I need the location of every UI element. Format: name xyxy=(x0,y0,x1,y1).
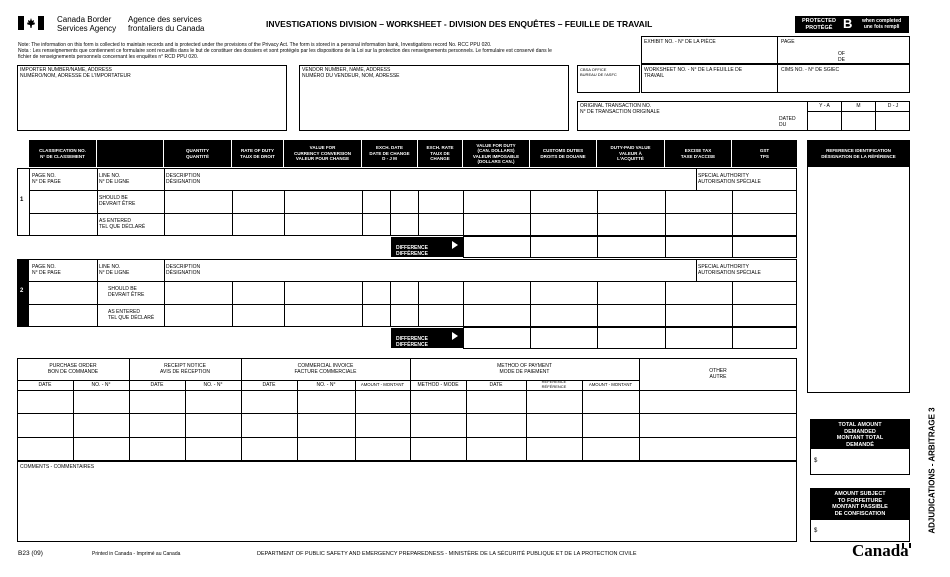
reference-column[interactable] xyxy=(807,140,910,393)
arrow-right-icon xyxy=(452,332,458,340)
col-exch-date: EXCH. DATE DATE DE CHANGE D - J M xyxy=(362,140,418,167)
printed-in-canada: Printed in Canada - Imprimé au Canada xyxy=(92,551,181,557)
invoice-no-label: NO. - N° xyxy=(316,382,336,388)
col-gst: GST TPS xyxy=(732,140,797,167)
agency-name-en: Canada Border Services Agency xyxy=(57,15,117,33)
canada-wordmark-text: Canada xyxy=(852,541,909,560)
cbsa-office-label: CBSA OFFICE BUREAU DE l'ASFC xyxy=(580,67,617,77)
difference-box-1 xyxy=(391,237,463,257)
difference-cells-1[interactable] xyxy=(463,236,797,258)
month-label: M xyxy=(856,103,861,109)
protected-note: when completed une fois rempli xyxy=(862,18,902,30)
payment-amount-label: AMOUNT - MONTANT xyxy=(588,382,633,387)
total-demanded-field[interactable] xyxy=(810,448,910,475)
invoice-date-label: DATE xyxy=(262,382,276,388)
col-value-duty: VALUE FOR DUTY (CAN. DOLLARS) VALEUR IMPOSABLE (DOLLARS CAN.) xyxy=(463,140,530,167)
page-no-label-1: PAGE NO. N° DE PAGE xyxy=(32,173,61,185)
forfeiture-header: AMOUNT SUBJECT TO FORFEITURE MONTANT PASSIBLE DE CONFISCATION xyxy=(810,488,910,519)
form-title: INVESTIGATIONS DIVISION – WORKSHEET - DIVISION DES ENQUÊTES – FEUILLE DE TRAVAIL xyxy=(266,19,653,29)
side-label: ADJUDICATIONS - ARBITRAGE 3 xyxy=(927,407,937,534)
po-date-label: DATE xyxy=(38,382,52,388)
page-label: PAGE xyxy=(781,39,795,45)
difference-cells-2[interactable] xyxy=(463,327,797,349)
line-no-label-2: LINE NO. N° DE LIGNE xyxy=(99,264,130,276)
forfeiture-currency: $ xyxy=(814,528,818,534)
vendor-label: VENDOR NUMBER, NAME, ADDRESS NUMÉRO DU VENDEUR, NOM, ADRESSE xyxy=(302,67,400,79)
note-en: Note: The information on this form is collected to maintain records and is protected under the provisions of the Privacy Act. The form is stored in a personal information bank, Investigations record No. RCC PPU 020. xyxy=(18,42,492,48)
protected-label: PROTECTED PROTÉGÉ xyxy=(802,18,836,31)
receipt-no-label: NO. - N° xyxy=(203,382,223,388)
day-label: D - J xyxy=(887,103,899,109)
difference-label-1: DIFFERENCE DIFFÉRENCE xyxy=(396,245,428,257)
col-customs-duties: CUSTOMS DUTIES DROITS DE DOUANE xyxy=(530,140,597,167)
special-authority-label-2: SPECIAL AUTHORITY AUTORISATION SPÉCIALE xyxy=(698,264,761,276)
as-entered-label-2: AS ENTERED TEL QUE DÉCLARÉ xyxy=(108,309,155,321)
description-label-2: DESCRIPTION DÉSIGNATION xyxy=(166,264,201,276)
protected-letter: B xyxy=(843,16,853,31)
col-quantity: QUANTITY QUANTITÉ xyxy=(164,140,232,167)
col-duty-paid: DUTY-PAID VALUE VALEUR À L'ACQUITTÉ xyxy=(597,140,665,167)
line-no-label-1: LINE NO. N° DE LIGNE xyxy=(99,173,130,185)
note-fr: Nota : Les renseignements que contiennent ce formulaire sont recueillis dans le but de constituer des dossiers et sont protégés par les dispositions de la Loi sur la protection des renseignements personnels. Le formulaire est conservé dans le fichier de renseignements personnels concernant les enquêtes n° RCD PPU 020. xyxy=(18,48,552,60)
original-transaction-label: ORIGINAL TRANSACTION NO. N° DE TRANSACTION ORIGINALE xyxy=(580,103,660,115)
forfeiture-field[interactable] xyxy=(810,519,910,542)
line-number-1: 1 xyxy=(20,197,24,203)
as-entered-label-1: AS ENTERED TEL QUE DÉCLARÉ xyxy=(99,218,146,230)
invoice-header: COMMERCIAL INVOICE FACTURE COMMERCIALE xyxy=(294,363,357,375)
should-be-label-2: SHOULD BE DEVRAIT ÊTRE xyxy=(108,286,145,298)
receipt-header: RECEIPT NOTICE AVIS DE RÉCEPTION xyxy=(160,363,210,375)
po-no-label: NO. - N° xyxy=(91,382,111,388)
arrow-right-icon xyxy=(452,241,458,249)
line-number-2: 2 xyxy=(20,288,24,294)
of-label: OF DE xyxy=(838,51,845,63)
comments-field[interactable] xyxy=(17,461,797,542)
form-number: B23 (09) xyxy=(18,550,43,557)
total-demanded-header: TOTAL AMOUNT DEMANDED MONTANT TOTAL DEMANDÉ xyxy=(810,419,910,448)
total-currency: $ xyxy=(814,458,818,464)
other-header: OTHER AUTRE xyxy=(709,368,727,380)
po-header: PURCHASE ORDER BON DE COMMANDE xyxy=(47,363,99,375)
department-footer: DEPARTMENT OF PUBLIC SAFETY AND EMERGENCY PREPAREDNESS - MINISTÈRE DE LA SÉCURITÉ PUBLIQUE ET DE LA PROTECTION CIVILE xyxy=(257,551,637,557)
payment-date-label: DATE xyxy=(489,382,503,388)
canada-flag-logo xyxy=(18,16,44,30)
year-label: Y - A xyxy=(819,103,830,109)
col-exch-rate: EXCH. RATE TAUX DE CHANGE xyxy=(418,140,463,167)
agency-name-fr: Agence des services frontaliers du Canada xyxy=(128,15,205,33)
should-be-label-1: SHOULD BE DEVRAIT ÊTRE xyxy=(99,195,136,207)
importer-label: IMPORTER NUMBER/NAME, ADDRESS NUMÉRO/NOM, ADRESSE DE L'IMPORTATEUR xyxy=(20,67,131,79)
reference-header: REFERENCE IDENTIFICATION DÉSIGNATION DE LA RÉFÉRENCE xyxy=(807,140,910,167)
protected-badge xyxy=(795,16,909,33)
exhibit-label: EXHIBIT NO. - N° DE LA PIÈCE xyxy=(644,39,716,45)
flag-icon xyxy=(902,543,911,548)
col-value-currency: VALUE FOR CURRENCY CONVERSION VALEUR POUR CHANGE xyxy=(284,140,362,167)
payment-method-label: METHOD - MODE xyxy=(417,382,459,388)
receipt-date-label: DATE xyxy=(150,382,164,388)
worksheet-label: WORKSHEET NO. - N° DE LA FEUILLE DE TRAVAIL xyxy=(644,67,743,79)
canada-wordmark xyxy=(852,541,909,561)
difference-box-2 xyxy=(391,328,463,348)
col-rate-duty: RATE OF DUTY TAUX DE DROIT xyxy=(232,140,284,167)
special-authority-label-1: SPECIAL AUTHORITY AUTORISATION SPÉCIALE xyxy=(698,173,761,185)
col-classification: CLASSIFICATION NO. N° DE CLASSEMENT xyxy=(29,140,97,167)
page-no-label-2: PAGE NO. N° DE PAGE xyxy=(32,264,61,276)
payment-header: METHOD OF PAYMENT MODE DE PAIEMENT xyxy=(497,363,552,375)
invoice-amount-label: AMOUNT - MONTANT xyxy=(360,382,405,387)
payment-reference-label: REFERENCE RÉFÉRENCE xyxy=(541,379,567,389)
comments-label: COMMENTS - COMMENTAIRES xyxy=(20,464,95,470)
col-blank xyxy=(97,140,164,167)
difference-label-2: DIFFERENCE DIFFÉRENCE xyxy=(396,336,428,348)
dated-label: DATED DU xyxy=(779,116,796,128)
description-label-1: DESCRIPTION DÉSIGNATION xyxy=(166,173,201,185)
cims-label: CIMS NO. - N° DE SGIEC xyxy=(781,67,840,73)
col-excise: EXCISE TAX TAXE D'ACCISE xyxy=(665,140,732,167)
